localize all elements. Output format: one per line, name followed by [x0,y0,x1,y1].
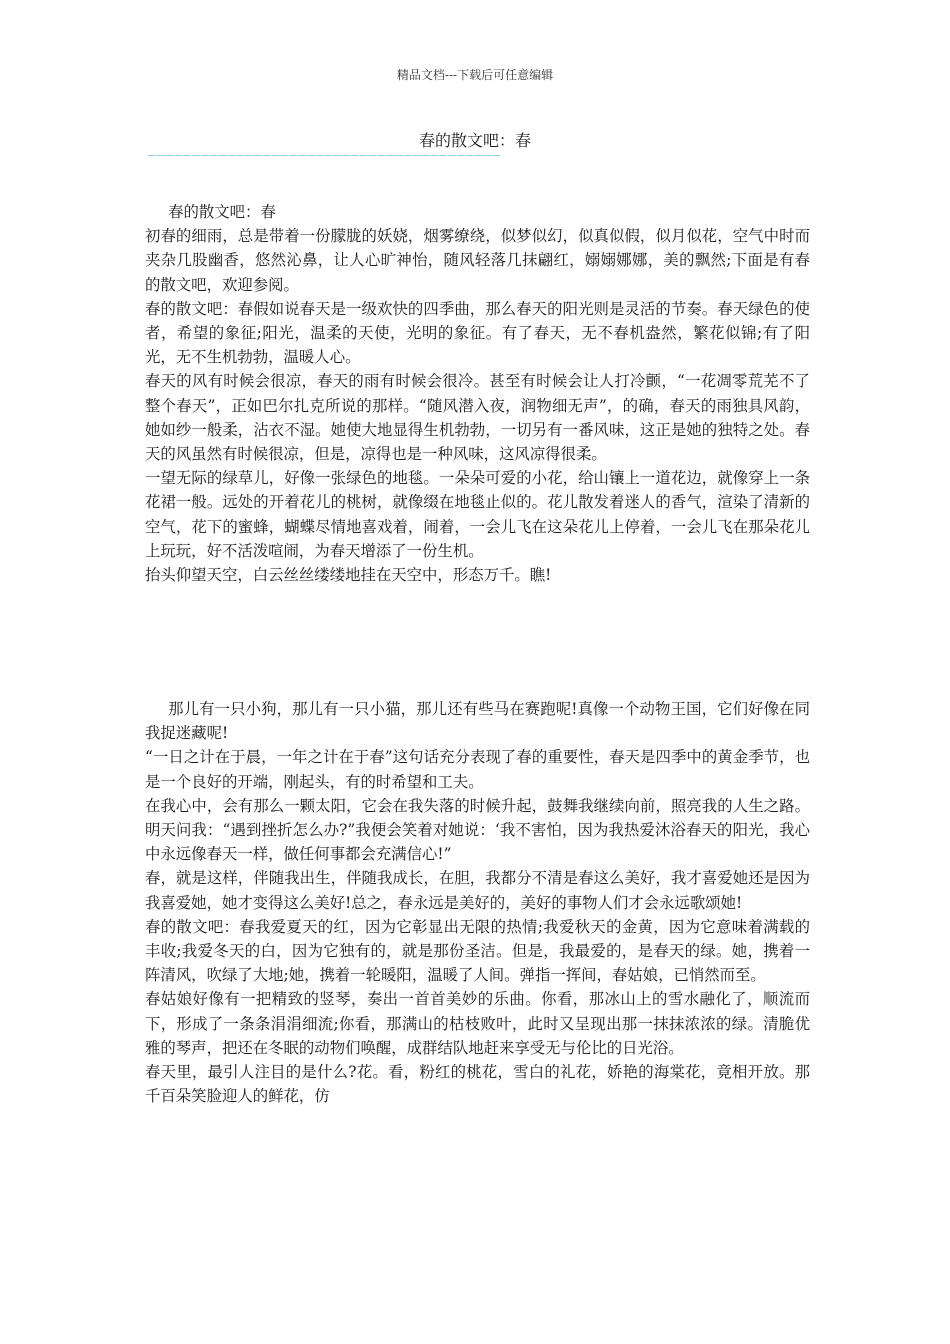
document-title: 春的散文吧：春 [418,131,531,150]
section-heading: 春的散文吧：春 [168,203,276,221]
paragraph: 抬头仰望天空，白云丝丝缕缕地挂在天空中，形态万千。瞧! [145,566,552,585]
paragraph: 春的散文吧：春我爱夏天的红，因为它彰显出无限的热情;我爱秋天的金黄，因为它意味着满载的丰收;我爱冬天的白，因为它独有的，就是那份圣洁。但是，我最爱的，是春天的绿。她，携着一阵清风，吹绿了大地;她，携着一轮暖阳，温暖了人间。弹指一挥间，春姑娘，已悄然而至。 [145,917,810,985]
paragraph: 一望无际的绿草儿，好像一张绿色的地毯。一朵朵可爱的小花，给山镶上一道花边，就像穿上一条花裙一般。远处的开着花儿的桃树，就像缀在地毯止似的。花儿散发着迷人的香气，渲染了清新的空气，花下的蜜蜂，蝴蝶尽情地喜戏着，闹着，一会儿飞在这朵花儿上停着，一会儿飞在那朵花儿上玩玩，好不活泼喧闹，为春天增添了一份生机。 [145,469,810,560]
paragraph: 在我心中，会有那么一颗太阳，它会在我失落的时候升起，鼓舞我继续向前，照亮我的人生之路。明天问我：“遇到挫折怎么办?”我便会笑着对她说：‘我不害怕，因为我热爱沐浴春天的阳光，我心中永远像春天一样，做任何事都会充满信心!” [145,796,810,864]
body-section-2 [145,697,810,1108]
paragraph: 春姑娘好像有一把精致的竖琴，奏出一首首美妙的乐曲。你看，那冰山上的雪水融化了，顺流而下，形成了一条条涓涓细流;你看，那满山的枯枝败叶，此时又呈现出那一抹抹浓浓的绿。清脆优雅的琴声，把还在冬眠的动物们唤醒，成群结队地赶来享受无与伦比的日光浴。 [145,990,810,1057]
paragraph: “一日之计在于晨，一年之计在于春”这句话充分表现了春的重要性，春天是四季中的黄金季节，也是一个良好的开端，刚起头，有的时希望和工夫。 [145,748,810,791]
paragraph: 春天里，最引人注目的是什么?花。看，粉红的桃花，雪白的礼花，娇艳的海棠花，竟相开放。那千百朵笑脸迎人的鲜花，仿 [145,1063,810,1106]
paragraph: 春，就是这样，伴随我出生，伴随我成长，在胆，我都分不清是春这么美好，我才喜爱她还是因为我喜爱她，她才变得这么美好!总之，春永远是美好的，美好的事物人们才会永远歌颂她! [145,869,810,912]
paragraph: 春的散文吧：春假如说春天是一级欢快的四季曲，那么春天的阳光则是灵活的节奏。春天绿色的使者，希望的象征;阳光，温柔的天使，光明的象征。有了春天，无不春机盎然，繁花似锦;有了阳光，无不生机勃勃，温暖人心。 [145,299,810,367]
page-header-note: 精品文档---下载后可任意编辑 [396,68,554,82]
paragraph: 那儿有一只小狗，那儿有一只小猫，那儿还有些马在赛跑呢!真像一个动物王国，它们好像在同我捉迷藏呢! [145,700,810,743]
title-divider: ———————————————————————————————————————— [148,149,502,163]
paragraph: 初春的细雨，总是带着一份朦胧的妖娆，烟雾缭绕，似梦似幻，似真似假，似月似花，空气中时而夹杂几股幽香，悠然沁鼻，让人心旷神怡，随风轻落几抹翩红，嫋嫋娜娜，美的飘然;下面是有春的散文吧，欢迎参阅。 [145,227,810,294]
body-section-1 [145,200,810,587]
paragraph: 春天的风有时候会很凉，春天的雨有时候会很冷。甚至有时候会让人打冷颤，“一花凋零荒芜不了整个春天”，正如巴尔扎克所说的那样。“随风潜入夜，润物细无声”，的确，春天的雨独具风韵，她如纱一般柔，沾衣不湿。她使大地显得生机勃勃，一切另有一番风味，这正是她的独特之处。春天的风虽然有时候很凉，但是，凉得也是一种风味，这风凉得很柔。 [145,372,810,464]
